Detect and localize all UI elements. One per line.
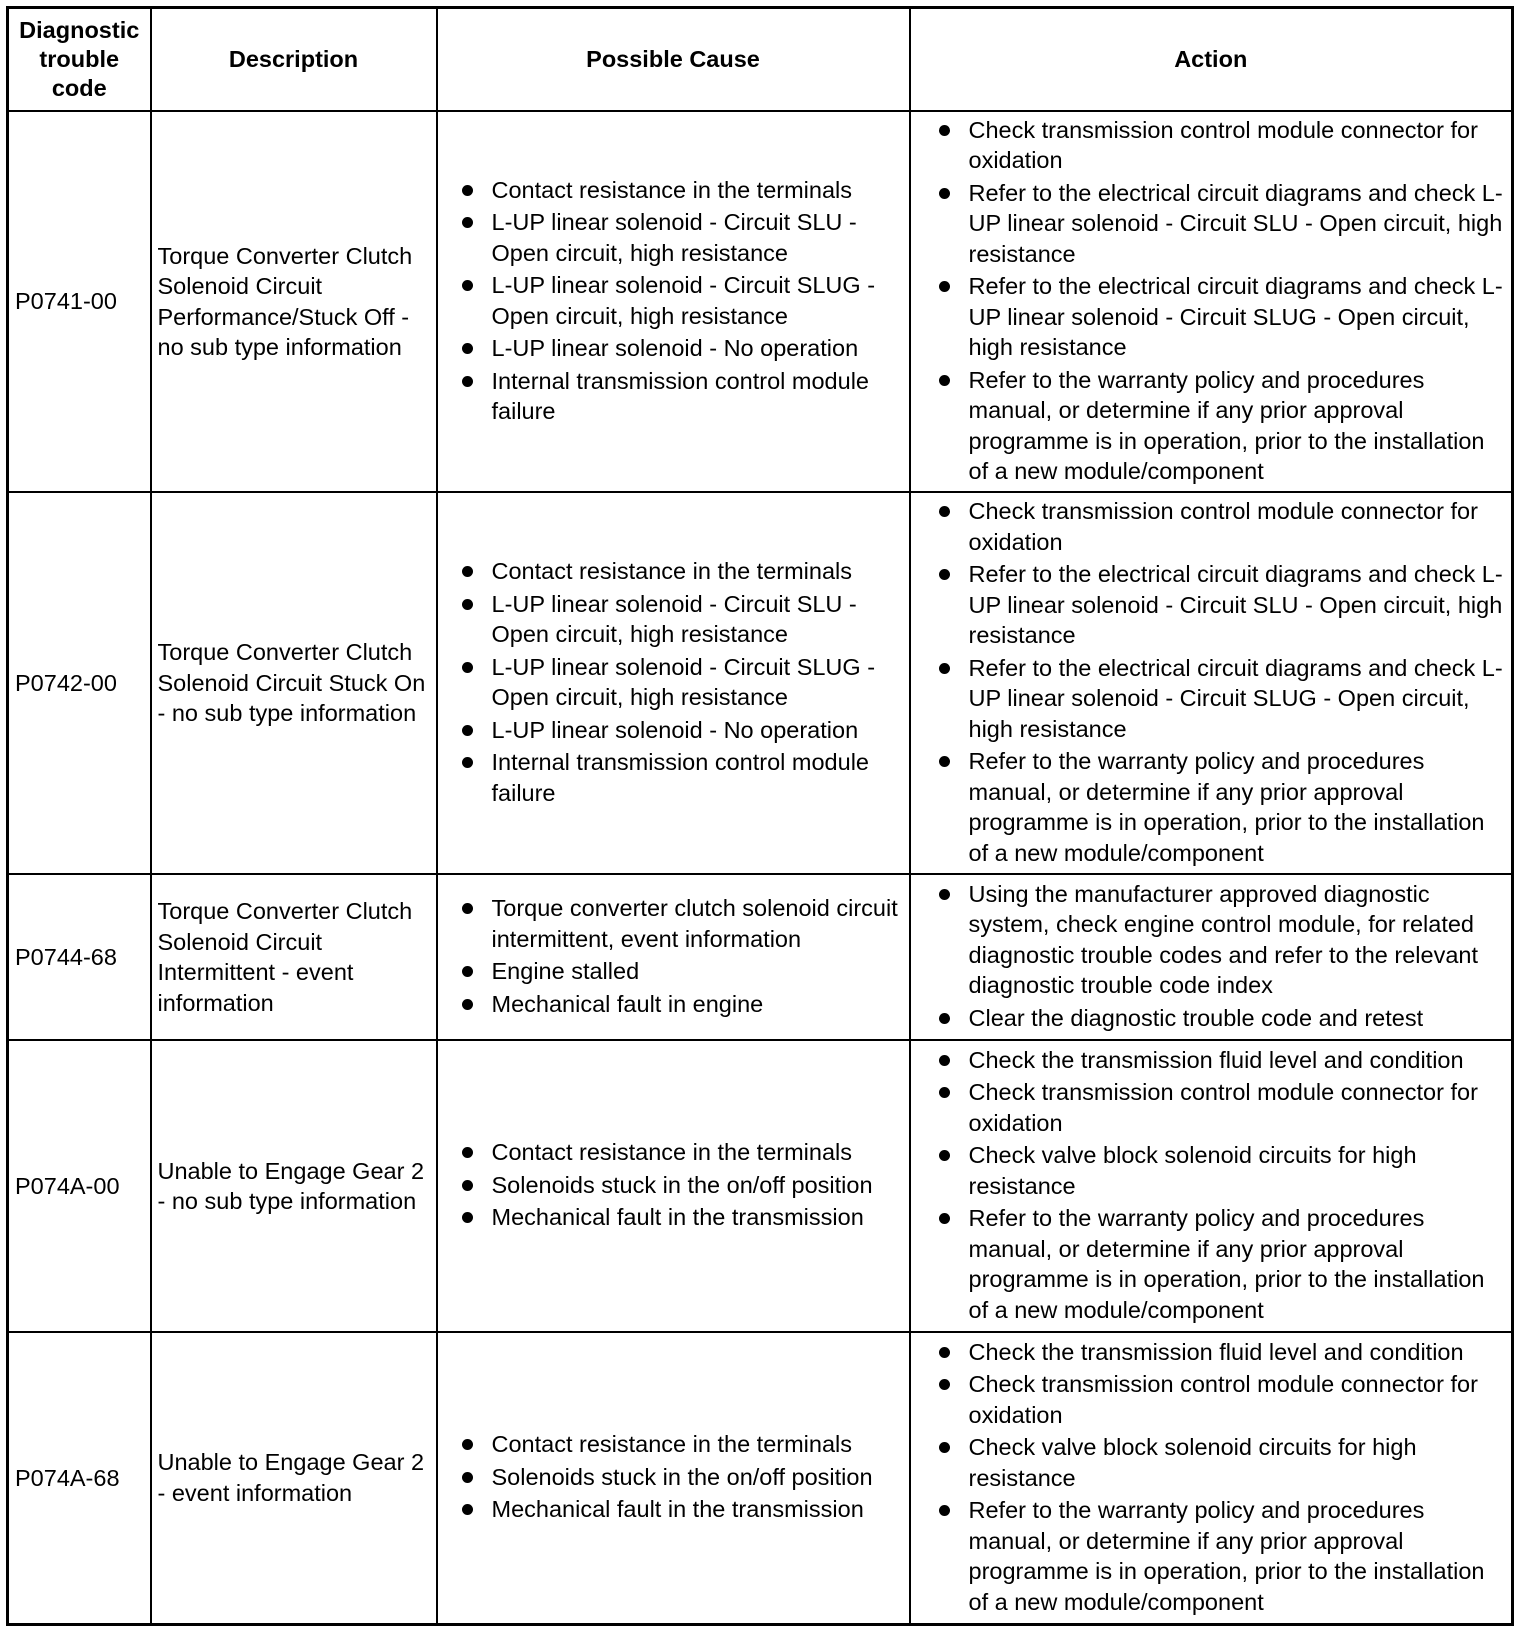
cause-list xyxy=(444,175,903,427)
list-item: Contact resistance in the terminals xyxy=(444,175,903,206)
cause-cell xyxy=(437,111,910,492)
list-item: Internal transmission control module failure xyxy=(444,366,903,427)
dtc-code: P0741-00 xyxy=(8,111,151,492)
cause-list xyxy=(444,1137,903,1233)
cause-list xyxy=(444,893,903,1019)
cause-cell xyxy=(437,492,910,874)
list-item: Torque converter clutch solenoid circuit intermittent, event information xyxy=(444,893,903,954)
list-item: Contact resistance in the terminals xyxy=(444,556,903,587)
list-item: L-UP linear solenoid - No operation xyxy=(444,333,903,364)
action-list xyxy=(917,115,1508,487)
table-row xyxy=(8,111,1513,492)
list-item: L-UP linear solenoid - Circuit SLUG - Open circuit, high resistance xyxy=(444,652,903,713)
list-item: Refer to the warranty policy and procedures manual, or determine if any prior approval programme is in operation, prior to the installation of a new module/component xyxy=(917,1203,1508,1325)
list-item: Mechanical fault in engine xyxy=(444,989,903,1020)
action-cell xyxy=(910,1040,1513,1332)
list-item: Refer to the electrical circuit diagrams and check L-UP linear solenoid - Circuit SLUG - Open circuit, high resistance xyxy=(917,271,1508,363)
action-list xyxy=(917,1045,1508,1326)
list-item: Check the transmission fluid level and condition xyxy=(917,1045,1508,1076)
list-item: Solenoids stuck in the on/off position xyxy=(444,1170,903,1201)
list-item: Refer to the electrical circuit diagrams and check L-UP linear solenoid - Circuit SLUG - Open circuit, high resistance xyxy=(917,653,1508,745)
list-item: Mechanical fault in the transmission xyxy=(444,1202,903,1233)
list-item: Contact resistance in the terminals xyxy=(444,1429,903,1460)
cause-cell xyxy=(437,1332,910,1624)
list-item: Check valve block solenoid circuits for high resistance xyxy=(917,1432,1508,1493)
dtc-code: P0742-00 xyxy=(8,492,151,874)
header-action: Action xyxy=(910,8,1513,112)
list-item: Refer to the warranty policy and procedures manual, or determine if any prior approval programme is in operation, prior to the installation of a new module/component xyxy=(917,365,1508,487)
action-cell xyxy=(910,111,1513,492)
action-list xyxy=(917,1337,1508,1618)
cause-cell xyxy=(437,874,910,1040)
table-row xyxy=(8,492,1513,874)
list-item: Refer to the warranty policy and procedures manual, or determine if any prior approval programme is in operation, prior to the installation of a new module/component xyxy=(917,1495,1508,1617)
list-item: L-UP linear solenoid - No operation xyxy=(444,715,903,746)
action-cell xyxy=(910,874,1513,1040)
list-item: Refer to the electrical circuit diagrams and check L-UP linear solenoid - Circuit SLU - Open circuit, high resistance xyxy=(917,178,1508,270)
header-code: Diagnostic trouble code xyxy=(8,8,151,112)
cause-cell xyxy=(437,1040,910,1332)
list-item: Solenoids stuck in the on/off position xyxy=(444,1462,903,1493)
list-item: Internal transmission control module failure xyxy=(444,747,903,808)
list-item: Check transmission control module connector for oxidation xyxy=(917,1369,1508,1430)
action-cell xyxy=(910,1332,1513,1624)
list-item: Mechanical fault in the transmission xyxy=(444,1494,903,1525)
cause-list xyxy=(444,556,903,808)
dtc-description: Torque Converter Clutch Solenoid Circuit Intermittent - event information xyxy=(151,874,437,1040)
list-item: Check the transmission fluid level and condition xyxy=(917,1337,1508,1368)
list-item: Refer to the electrical circuit diagrams and check L-UP linear solenoid - Circuit SLU - Open circuit, high resistance xyxy=(917,559,1508,651)
dtc-code: P0744-68 xyxy=(8,874,151,1040)
list-item: Contact resistance in the terminals xyxy=(444,1137,903,1168)
dtc-code: P074A-68 xyxy=(8,1332,151,1624)
header-description: Description xyxy=(151,8,437,112)
dtc-description: Torque Converter Clutch Solenoid Circuit Performance/Stuck Off - no sub type information xyxy=(151,111,437,492)
dtc-code: P074A-00 xyxy=(8,1040,151,1332)
list-item: Check transmission control module connector for oxidation xyxy=(917,115,1508,176)
dtc-table xyxy=(6,6,1514,1626)
header-cause: Possible Cause xyxy=(437,8,910,112)
list-item: Engine stalled xyxy=(444,956,903,987)
dtc-description: Unable to Engage Gear 2 - no sub type information xyxy=(151,1040,437,1332)
list-item: Clear the diagnostic trouble code and retest xyxy=(917,1003,1508,1034)
list-item: L-UP linear solenoid - Circuit SLU - Open circuit, high resistance xyxy=(444,207,903,268)
list-item: Check transmission control module connector for oxidation xyxy=(917,496,1508,557)
dtc-description: Torque Converter Clutch Solenoid Circuit Stuck On - no sub type information xyxy=(151,492,437,874)
header-row xyxy=(8,8,1513,112)
table-row xyxy=(8,1332,1513,1624)
table-row xyxy=(8,874,1513,1040)
action-list xyxy=(917,879,1508,1034)
action-cell xyxy=(910,492,1513,874)
list-item: Using the manufacturer approved diagnostic system, check engine control module, for related diagnostic trouble codes and refer to the relevant diagnostic trouble code index xyxy=(917,879,1508,1001)
list-item: L-UP linear solenoid - Circuit SLU - Open circuit, high resistance xyxy=(444,589,903,650)
list-item: Check valve block solenoid circuits for high resistance xyxy=(917,1140,1508,1201)
list-item: Check transmission control module connector for oxidation xyxy=(917,1077,1508,1138)
dtc-description: Unable to Engage Gear 2 - event information xyxy=(151,1332,437,1624)
list-item: L-UP linear solenoid - Circuit SLUG - Open circuit, high resistance xyxy=(444,270,903,331)
cause-list xyxy=(444,1429,903,1525)
table-row xyxy=(8,1040,1513,1332)
list-item: Refer to the warranty policy and procedures manual, or determine if any prior approval programme is in operation, prior to the installation of a new module/component xyxy=(917,746,1508,868)
action-list xyxy=(917,496,1508,868)
